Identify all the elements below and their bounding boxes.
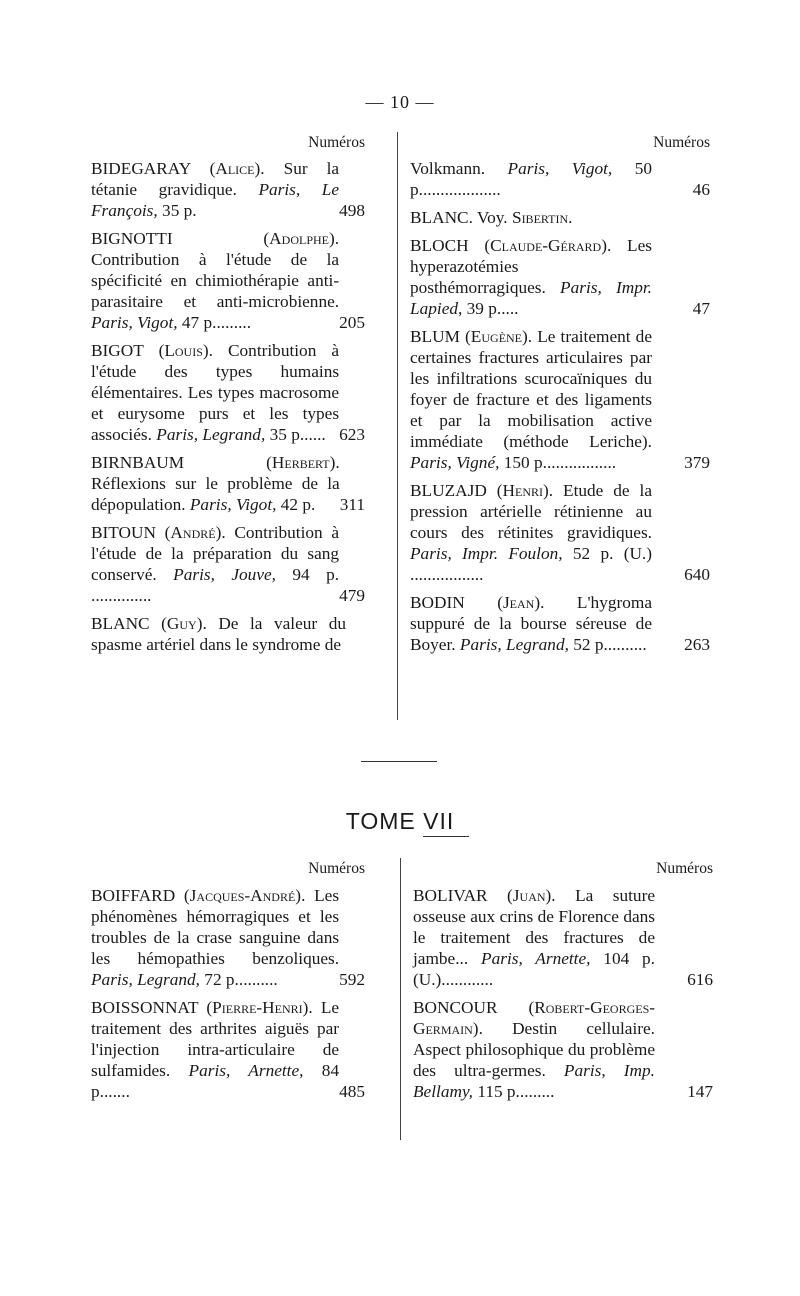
right-column-top xyxy=(410,158,710,662)
thesis-title: Contribution à l'étude de la préparation du sang conservé. xyxy=(91,523,340,584)
publisher: Paris, Arnette, xyxy=(481,949,591,968)
author-surname: BOISSONNAT xyxy=(91,998,199,1017)
author-surname: BOLIVAR xyxy=(413,886,488,905)
entry-number: 311 xyxy=(339,495,365,514)
author-surname: BLOCH xyxy=(410,236,469,255)
index-entry xyxy=(410,235,710,319)
entry-number: 623 xyxy=(339,425,365,444)
entry-number: 498 xyxy=(339,201,365,220)
publisher: Paris, Jouve, xyxy=(173,565,276,584)
thesis-title: Etude de la pression artérielle rétinienne au cours des rétinites gravidiques. xyxy=(410,481,652,542)
column-header-right-bottom: Numéros xyxy=(656,860,713,877)
thesis-title: Destin cellulaire. Aspect philosophique du problème des ultra-germes. xyxy=(413,1019,655,1080)
index-entry xyxy=(410,207,710,228)
index-entry xyxy=(410,480,710,585)
publisher: Paris, Arnette, xyxy=(188,1061,304,1080)
entry-number: 485 xyxy=(339,1082,365,1101)
entry-number: 379 xyxy=(684,453,710,472)
left-column-top xyxy=(91,158,365,662)
page-count: 50 p................... xyxy=(410,159,652,199)
index-entry xyxy=(413,885,713,990)
entry-text xyxy=(91,228,339,333)
page-count: 115 p......... xyxy=(473,1082,555,1101)
column-header-right-top: Numéros xyxy=(653,134,710,151)
thesis-title: La suture osseuse aux crins de Florence dans le traitement des fractures de jambe... xyxy=(413,886,655,968)
index-entry xyxy=(91,522,365,606)
entry-text xyxy=(410,480,652,585)
author-firstname: (Jean). xyxy=(497,593,545,612)
thesis-title: Le traitement des arthrites aiguës par l'injection intra-articulaire de sulfamides. xyxy=(91,998,340,1080)
thesis-title: L'hygroma suppuré de la bourse séreuse de Boyer. xyxy=(410,593,652,654)
entry-text xyxy=(410,207,652,228)
entry-text xyxy=(410,235,652,319)
page-count: 72 p.......... xyxy=(199,970,278,989)
index-entry xyxy=(410,326,710,473)
page-count: 84 p....... xyxy=(91,1061,340,1101)
entry-number: 46 xyxy=(692,180,710,199)
publisher: Paris, Vigot, xyxy=(507,159,613,178)
author-surname: BONCOUR xyxy=(413,998,498,1017)
entry-text xyxy=(91,885,339,990)
entry-text xyxy=(91,340,339,445)
publisher: Paris, Imp. Bellamy, xyxy=(413,1061,655,1101)
right-column-bottom xyxy=(413,885,713,1109)
author-surname: BLANC. xyxy=(410,208,473,227)
entry-number: 479 xyxy=(339,586,365,605)
entry-text xyxy=(410,158,652,200)
author-firstname: (Guy). xyxy=(161,614,207,633)
thesis-title: Les phénomènes hémorragiques et les troubles de la crase sanguine dans les hémopathies benzoliques. xyxy=(91,886,340,968)
section-title-underline xyxy=(423,836,469,837)
author-surname: BIGOT xyxy=(91,341,144,360)
entry-text xyxy=(410,592,652,655)
author-surname: BODIN xyxy=(410,593,465,612)
page-count: 150 p................. xyxy=(499,453,617,472)
page-count: 104 p. (U.)............ xyxy=(413,949,655,989)
page-count: 39 p..... xyxy=(462,299,519,318)
publisher: Paris, Le François, xyxy=(91,180,340,220)
column-divider-bottom xyxy=(400,858,401,1140)
publisher: Paris, Legrand, xyxy=(156,425,266,444)
column-header-left-top: Numéros xyxy=(308,134,365,151)
entry-text xyxy=(91,997,339,1102)
author-firstname: (Adolphe). xyxy=(263,229,340,248)
author-firstname: (André). xyxy=(164,523,226,542)
page-count: 47 p......... xyxy=(177,313,252,332)
thesis-title: Volkmann. xyxy=(410,159,508,178)
entry-number: 616 xyxy=(687,970,713,989)
index-entry xyxy=(91,452,365,515)
author-surname: BIRNBAUM xyxy=(91,453,185,472)
section-title: TOME VII xyxy=(345,808,455,834)
author-firstname: (Pierre-Henri). xyxy=(206,998,313,1017)
author-firstname: (Alice). xyxy=(209,159,265,178)
thesis-title: Sur la tétanie gravidique. xyxy=(91,159,340,199)
index-entry xyxy=(91,885,365,990)
left-column-bottom xyxy=(91,885,365,1109)
entry-text xyxy=(410,326,652,473)
index-entry xyxy=(91,340,365,445)
publisher: Paris, Vigné, xyxy=(410,453,500,472)
thesis-title: Contribution à l'étude des types humains élémentaires. Les types macrosome et eurysome purs et les types associés. xyxy=(91,341,340,444)
publisher: Paris, Vigot, xyxy=(189,495,277,514)
publisher: Paris, Legrand, xyxy=(459,635,569,654)
publisher: Paris, Impr. Foulon, xyxy=(410,544,563,563)
publisher: Paris, Impr. Lapied, xyxy=(410,278,653,318)
page-number: — 10 — xyxy=(365,92,435,112)
page-count: 42 p. xyxy=(276,495,316,514)
entry-text xyxy=(91,452,340,515)
thesis-title: Réflexions sur le problème de la dépopulation. xyxy=(91,474,340,514)
entry-text xyxy=(91,522,339,606)
entry-number: 263 xyxy=(684,635,710,654)
column-header-left-bottom: Numéros xyxy=(308,860,365,877)
author-firstname: (Eugène). xyxy=(465,327,533,346)
page-count: 35 p. xyxy=(157,201,197,220)
author-firstname: (Robert-Georges-Germain). xyxy=(413,998,655,1038)
thesis-title: Le traitement de certaines fractures articulaires par les infiltrations scurocaïniques du foyer de fracture et des ligaments et par la mobilisation active immédiate (méthode Leriche). xyxy=(410,327,652,451)
cross-reference: Sibertin. xyxy=(511,208,573,227)
index-entry xyxy=(410,592,710,655)
author-firstname: (Louis). xyxy=(158,341,213,360)
author-surname: BIGNOTTI xyxy=(91,229,173,248)
index-entry xyxy=(91,613,365,655)
entry-number: 592 xyxy=(339,970,365,989)
index-entry xyxy=(91,997,365,1102)
author-firstname: (Herbert). xyxy=(266,453,340,472)
author-firstname: (Jacques-André). xyxy=(183,886,306,905)
author-firstname: (Henri). xyxy=(496,481,554,500)
page-count: 52 p. (U.) ................. xyxy=(410,544,653,584)
author-firstname: (Claude-Gérard). xyxy=(484,236,612,255)
author-surname: BLUM xyxy=(410,327,460,346)
index-entry xyxy=(91,158,365,221)
entry-text xyxy=(413,885,655,990)
page-count: 94 p. .............. xyxy=(91,565,340,605)
thesis-title: Voy. xyxy=(472,208,512,227)
author-surname: BLUZAJD xyxy=(410,481,487,500)
author-surname: BLANC xyxy=(91,614,150,633)
section-divider-rule xyxy=(361,761,437,762)
author-firstname: (Juan). xyxy=(507,886,556,905)
thesis-title: Contribution à l'étude de la spécificité en chimiothérapie anti-parasitaire et anti-microbienne. xyxy=(91,250,340,311)
column-divider-top xyxy=(397,132,398,720)
entry-number: 205 xyxy=(339,313,365,332)
entry-text xyxy=(413,997,655,1102)
index-entry xyxy=(91,228,365,333)
thesis-title: Les hyperazotémies posthémorragiques. xyxy=(410,236,652,297)
index-entry xyxy=(410,158,710,200)
index-entry xyxy=(413,997,713,1102)
author-surname: BITOUN xyxy=(91,523,156,542)
publisher: Paris, Vigot, xyxy=(91,313,178,332)
publisher: Paris, Legrand, xyxy=(91,970,200,989)
entry-text xyxy=(91,613,346,655)
author-surname: BIDEGARAY xyxy=(91,159,191,178)
thesis-title: De la valeur du spasme artériel dans le syndrome de xyxy=(91,614,346,654)
page-count: 52 p.......... xyxy=(568,635,647,654)
author-surname: BOIFFARD xyxy=(91,886,176,905)
entry-number: 640 xyxy=(684,565,710,584)
entry-text xyxy=(91,158,339,221)
page-count: 35 p...... xyxy=(265,425,326,444)
entry-number: 147 xyxy=(687,1082,713,1101)
entry-number: 47 xyxy=(692,299,710,318)
